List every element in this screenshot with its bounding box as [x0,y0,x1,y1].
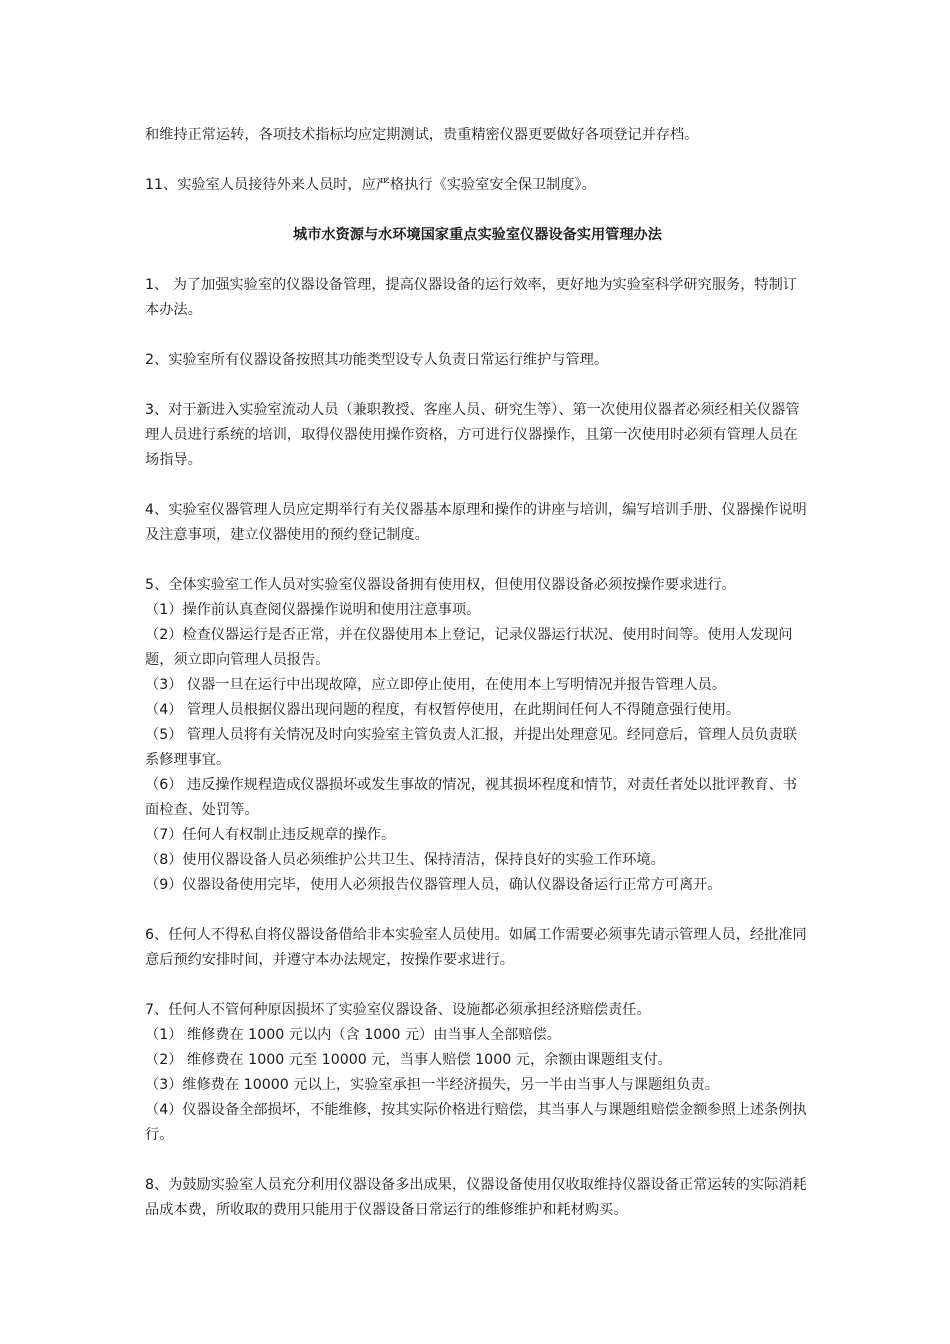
paragraph-8: 8、为鼓励实验室人员充分利用仪器设备多出成果，仪器设备使用仅收取维持仪器设备正常运转的实际消耗品成本费，所收取的费用只能用于仪器设备日常运行的维修维护和耗材购买。 [145,1177,807,1218]
paragraph-5-item-7: （7）任何人有权制止违反规章的操作。 [145,827,396,843]
paragraph-6: 6、任何人不得私自将仪器设备借给非本实验室人员使用。如属工作需要必须事先请示管理人员，经批准同意后预约安排时间，并遵守本办法规定，按操作要求进行。 [145,927,807,968]
paragraph-continued: 和维持正常运转，各项技术指标均应定期测试，贵重精密仪器更要做好各项登记并存档。 [145,127,699,143]
paragraph-5-item-8: （8）使用仪器设备人员必须维护公共卫生、保持清洁，保持良好的实验工作环境。 [145,852,665,868]
paragraph-gap [145,548,810,573]
paragraph-gap [145,1148,810,1173]
paragraph-7: 7、任何人不管何种原因损坏了实验室仪器设备、设施都必须承担经济赔偿责任。 [145,1002,651,1018]
paragraph-7-item-2: （2） 维修费在 1000 元至 10000 元，当事人赔偿 1000 元，余额由课题组支付。 [145,1052,672,1068]
paragraph-3: 3、对于新进入实验室流动人员（兼职教授、客座人员、研究生等）、第一次使用仪器者必须经相关仪器管理人员进行系统的培训，取得仪器使用操作资格，方可进行仪器操作，且第一次使用时必须有管理人员在场指导。 [145,402,800,468]
paragraph-5-item-4: （4） 管理人员根据仪器出现问题的程度，有权暂停使用，在此期间任何人不得随意强行使用。 [145,702,741,718]
paragraph-7-item-4: （4）仪器设备全部损坏，不能维修，按其实际价格进行赔偿，其当事人与课题组赔偿金额参照上述条例执行。 [145,1102,807,1143]
paragraph-gap [145,248,810,273]
document-body [145,123,810,1223]
paragraph-gap [145,198,810,223]
paragraph-7-item-1: （1） 维修费在 1000 元以内（含 1000 元）由当事人全部赔偿。 [145,1027,561,1043]
paragraph-2: 2、实验室所有仪器设备按照其功能类型设专人负责日常运行维护与管理。 [145,352,609,368]
section-title: 城市水资源与水环境国家重点实验室仪器设备实用管理办法 [293,227,662,243]
paragraph-7-item-3: （3）维修费在 10000 元以上，实验室承担一半经济损失，另一半由当事人与课题组负责。 [145,1077,719,1093]
paragraph-5-item-9: （9）仪器设备使用完毕，使用人必须报告仪器管理人员，确认仪器设备运行正常方可离开。 [145,877,722,893]
paragraph-5: 5、全体实验室工作人员对实验室仪器设备拥有使用权，但使用仪器设备必须按操作要求进行。 [145,577,736,593]
paragraph-gap [145,323,810,348]
paragraph-gap [145,973,810,998]
paragraph-11: 11、实验室人员接待外来人员时，应严格执行《实验室安全保卫制度》。 [145,177,596,193]
paragraph-5-item-2: （2）检查仪器运行是否正常，并在仪器使用本上登记，记录仪器运行状况、使用时间等。使用人发现问题，须立即向管理人员报告。 [145,627,793,668]
paragraph-5-item-3: （3） 仪器一旦在运行中出现故障，应立即停止使用，在使用本上写明情况并报告管理人员。 [145,677,727,693]
paragraph-gap [145,473,810,498]
paragraph-gap [145,373,810,398]
paragraph-5-item-5: （5） 管理人员将有关情况及时向实验室主管负责人汇报，并提出处理意见。经同意后，管理人员负责联系修理事宜。 [145,727,797,768]
paragraph-5-item-1: （1）操作前认真查阅仪器操作说明和使用注意事项。 [145,602,481,618]
paragraph-1: 1、 为了加强实验室的仪器设备管理，提高仪器设备的运行效率，更好地为实验室科学研究服务，特制订本办法。 [145,277,797,318]
paragraph-5-item-6: （6） 违反操作规程造成仪器损坏或发生事故的情况，视其损坏程度和情节，对责任者处以批评教育、书面检查、处罚等。 [145,777,797,818]
paragraph-gap [145,148,810,173]
paragraph-4: 4、实验室仪器管理人员应定期举行有关仪器基本原理和操作的讲座与培训，编写培训手册、仪器操作说明及注意事项，建立仪器使用的预约登记制度。 [145,502,807,543]
paragraph-gap [145,898,810,923]
